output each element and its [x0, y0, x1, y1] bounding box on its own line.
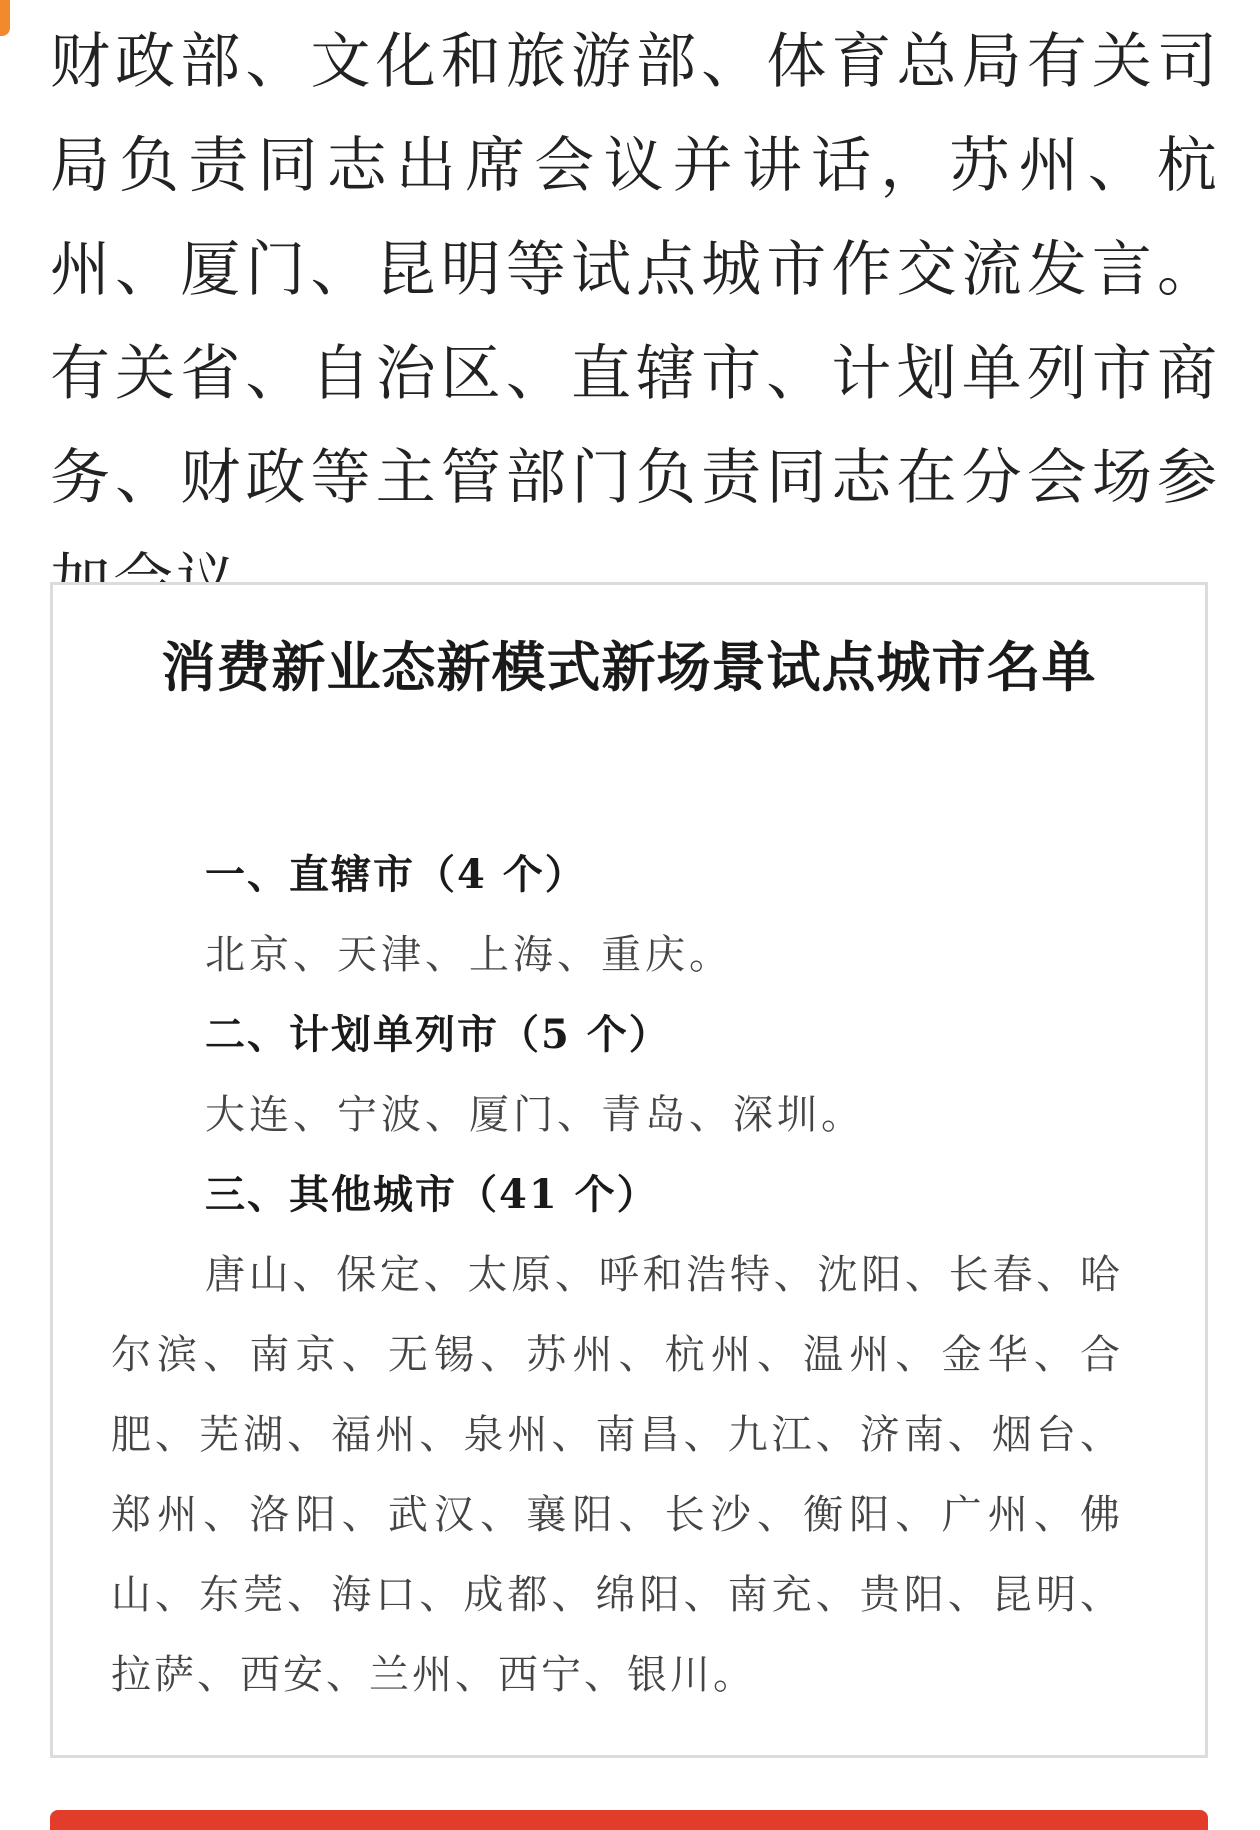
article-intro-paragraph: 财政部、文化和旅游部、体育总局有关司局负责同志出席会议并讲话，苏州、杭州、厦门、昆明等试点城市作交流发言。有关省、自治区、直辖市、计划单列市商务、财政等主管部门负责同志在分会场参	[50, 27, 1220, 513]
bottom-action-bar[interactable]	[50, 1810, 1208, 1830]
accent-mark	[0, 0, 10, 36]
section-heading-separately-listed-cities: 二、计划单列市（5 个）	[205, 1011, 671, 1058]
section-heading-other-cities: 三、其他城市（41 个）	[205, 1171, 659, 1218]
section-cities-separately-listed: 大连、宁波、厦门、青岛、深圳。	[205, 1092, 865, 1138]
section-cities-municipalities: 北京、天津、上海、重庆。	[205, 932, 733, 978]
document-body	[111, 835, 1123, 1715]
city-list-document-image	[50, 582, 1208, 1758]
document-title: 消费新业态新模式新场景试点城市名单	[161, 635, 1097, 699]
section-cities-other: 唐山、保定、太原、呼和浩特、沈阳、长春、哈尔滨、南京、无锡、苏州、杭州、温州、金华、合肥、芜湖、福州、泉州、南昌、九江、济南、烟台、郑州、洛阳、武汉、襄阳、长沙、衡阳、广州、佛山、东莞、海口、成都、绵阳、南充、贵阳、昆明、拉萨、西安、兰州、西宁、银川。	[111, 1252, 1123, 1698]
section-heading-municipalities: 一、直辖市（4 个）	[205, 851, 587, 898]
